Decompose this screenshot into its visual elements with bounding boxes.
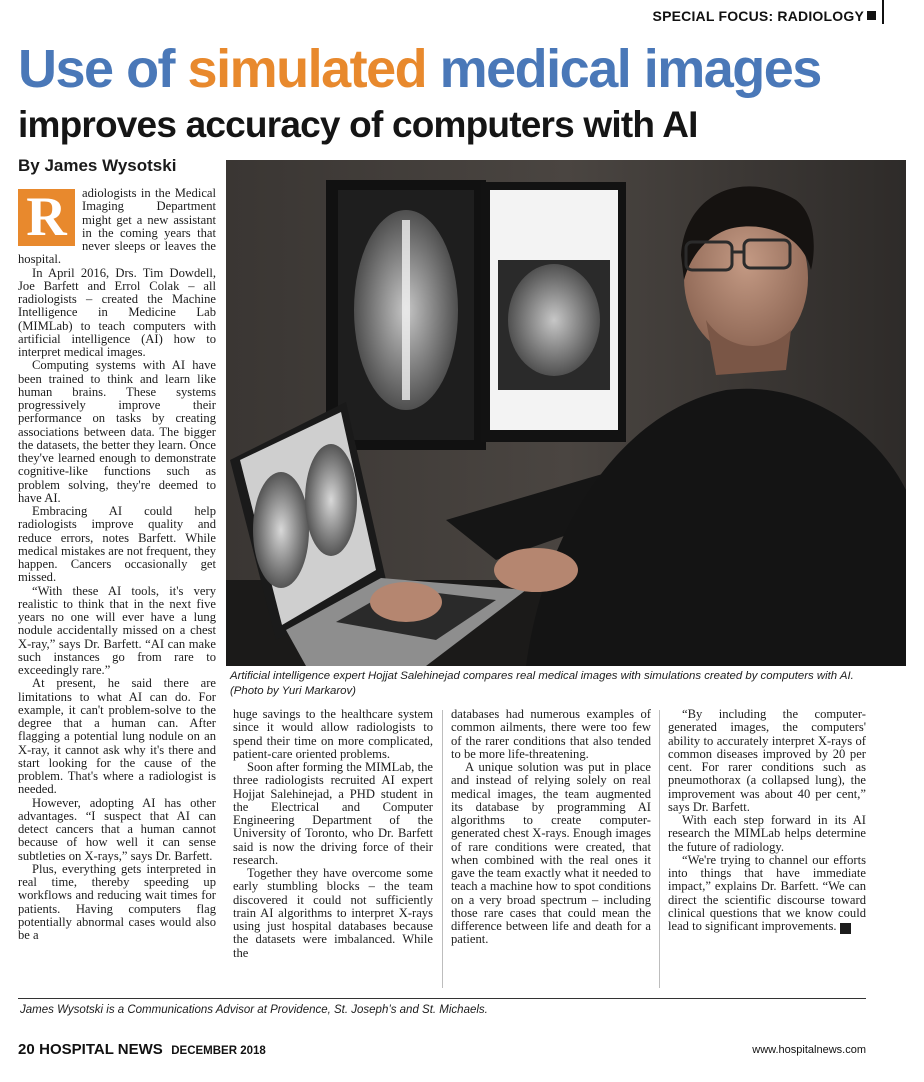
- section-tag: SPECIAL FOCUS: RADIOLOGY: [652, 8, 864, 24]
- paragraph: However, adopting AI has other advantages. “I suspect that AI can detect cancers that a human cannot because of how well it can sense subtleties on X-rays,” says Dr. Barfett.: [18, 795, 216, 863]
- paragraph: “By including the computer-generated images, the computers' ability to accurately interpret X-rays of common diseases improved by 20 per cent. For rarer conditions such as pneumothorax (a collapsed lung), the improvement was about 40 per cent,” says Dr. Barfett.: [668, 707, 866, 814]
- subheadline: improves accuracy of computers with AI: [18, 104, 698, 145]
- paragraph: “With these AI tools, it's very realistic to think that in the next five years no one will ever have a lung nodule accidentally missed on a chest X-ray,” says Dr. Barfett. “AI can make such instances go from rare to exceedingly rare.”: [18, 583, 216, 677]
- section-bar: [882, 0, 884, 24]
- byline: By James Wysotski: [18, 156, 177, 175]
- website-url: www.hospitalnews.com: [752, 1044, 866, 1056]
- footer-folio: [18, 1041, 266, 1059]
- article-column-1: [18, 187, 216, 942]
- paragraph: Soon after forming the MIMLab, the three radiologists recruited AI expert Hojjat Salehinejad, a PHD student in the Electrical and Computer Engineering Department of the University of Toronto, who Dr. Barfett said is now the driving force of their research.: [233, 760, 433, 867]
- paragraph: adiologists in the Medical Imaging Department might get a new assistant in the coming years that never sleeps or leaves the hospital.: [18, 186, 216, 267]
- end-mark-icon: H: [840, 923, 851, 934]
- photo-illustration: [226, 160, 906, 666]
- paragraph-text: “We're trying to channel our efforts into things that have immediate impact,” explains Dr. Barfett. “We can direct the scientific discourse toward clinical questions that we know could lead to significant improvements.: [668, 852, 866, 933]
- paragraph: Embracing AI could help radiologists improve quality and reduce errors, notes Barfett. While medical mistakes are not frequent, they happen. Cancers occasionally get missed.: [18, 504, 216, 585]
- publication-name: HOSPITAL NEWS: [39, 1041, 163, 1058]
- paragraph: [668, 854, 866, 934]
- issue-date: DECEMBER 2018: [171, 1045, 266, 1057]
- paragraph: In April 2016, Drs. Tim Dowdell, Joe Barfett and Errol Colak – all radiologists – created the Machine Intelligence in Medicine Lab (MIMLab) to teach computers with artificial intelligence (AI) how to interpret medical images.: [18, 265, 216, 359]
- article-column-3: [451, 708, 651, 947]
- photo-caption: Artificial intelligence expert Hojjat Salehinejad compares real medical images with simulations created by computers with AI. (Photo by Yuri Markarov): [230, 670, 854, 697]
- section-square-icon: [867, 11, 876, 20]
- column-divider: [442, 710, 443, 988]
- headline-part2: medical images: [426, 39, 821, 99]
- paragraph: At present, he said there are limitations to what AI can do. For example, it can't problem-solve to the degree that a human can. After flagging a potential lung nodule on an X-ray, it cannot ask why it's there and start looking for the cause of the problem. That's where a radiologist is needed.: [18, 676, 216, 797]
- article-column-2: [233, 708, 433, 960]
- headline-accent: simulated: [187, 39, 427, 99]
- paragraph: databases had numerous examples of common ailments, there were too few of the rarer conditions that also tended to be more life-threatening.: [451, 707, 651, 761]
- drop-cap: R: [18, 189, 75, 246]
- paragraph: With each step forward in its AI research the MIMLab helps determine the future of radiology.: [668, 813, 866, 854]
- article-photo: [226, 160, 906, 666]
- paragraph: Together they have overcome some early stumbling blocks – the team discovered it could not sufficiently train AI algorithms to interpret X-rays using just hospital databases because the datasets were imbalanced. While the: [233, 866, 433, 960]
- headline: [18, 38, 821, 100]
- paragraph: Plus, everything gets interpreted in real time, thereby speeding up workflows and reducing wait times for patients. Having computers flag potentially abnormal cases would also be a: [18, 861, 216, 942]
- article-column-4: [668, 708, 866, 934]
- author-bio: James Wysotski is a Communications Advisor at Providence, St. Joseph’s and St. Michaels.: [20, 1004, 488, 1016]
- paragraph: huge savings to the healthcare system since it would allow radiologists to spend their time on more complicated, patient-care oriented problems.: [233, 707, 433, 761]
- headline-part1: Use of: [18, 39, 188, 99]
- paragraph: Computing systems with AI have been trained to think and learn like human brains. These systems progressively improve their performance on tasks by creating associations between data. The bigger the datasets, the better they learn. Once they've learned enough to demonstrate cognitive-like functions such as problem solving, they're deemed to have AI.: [18, 358, 216, 505]
- column-divider: [659, 710, 660, 988]
- paragraph: A unique solution was put in place and instead of relying solely on real medical images, the team augmented its database by programming AI algorithms to create computer-generated chest X-rays. Enough images of rare conditions were created, that when combined with the real ones it gave the team exactly what it needed to teach a machine how to spot conditions on a very broad spectrum – including those rare cases that could mean the difference between life and death for a patient.: [451, 760, 651, 947]
- page-number: 20: [18, 1041, 35, 1058]
- bio-divider: [18, 998, 866, 999]
